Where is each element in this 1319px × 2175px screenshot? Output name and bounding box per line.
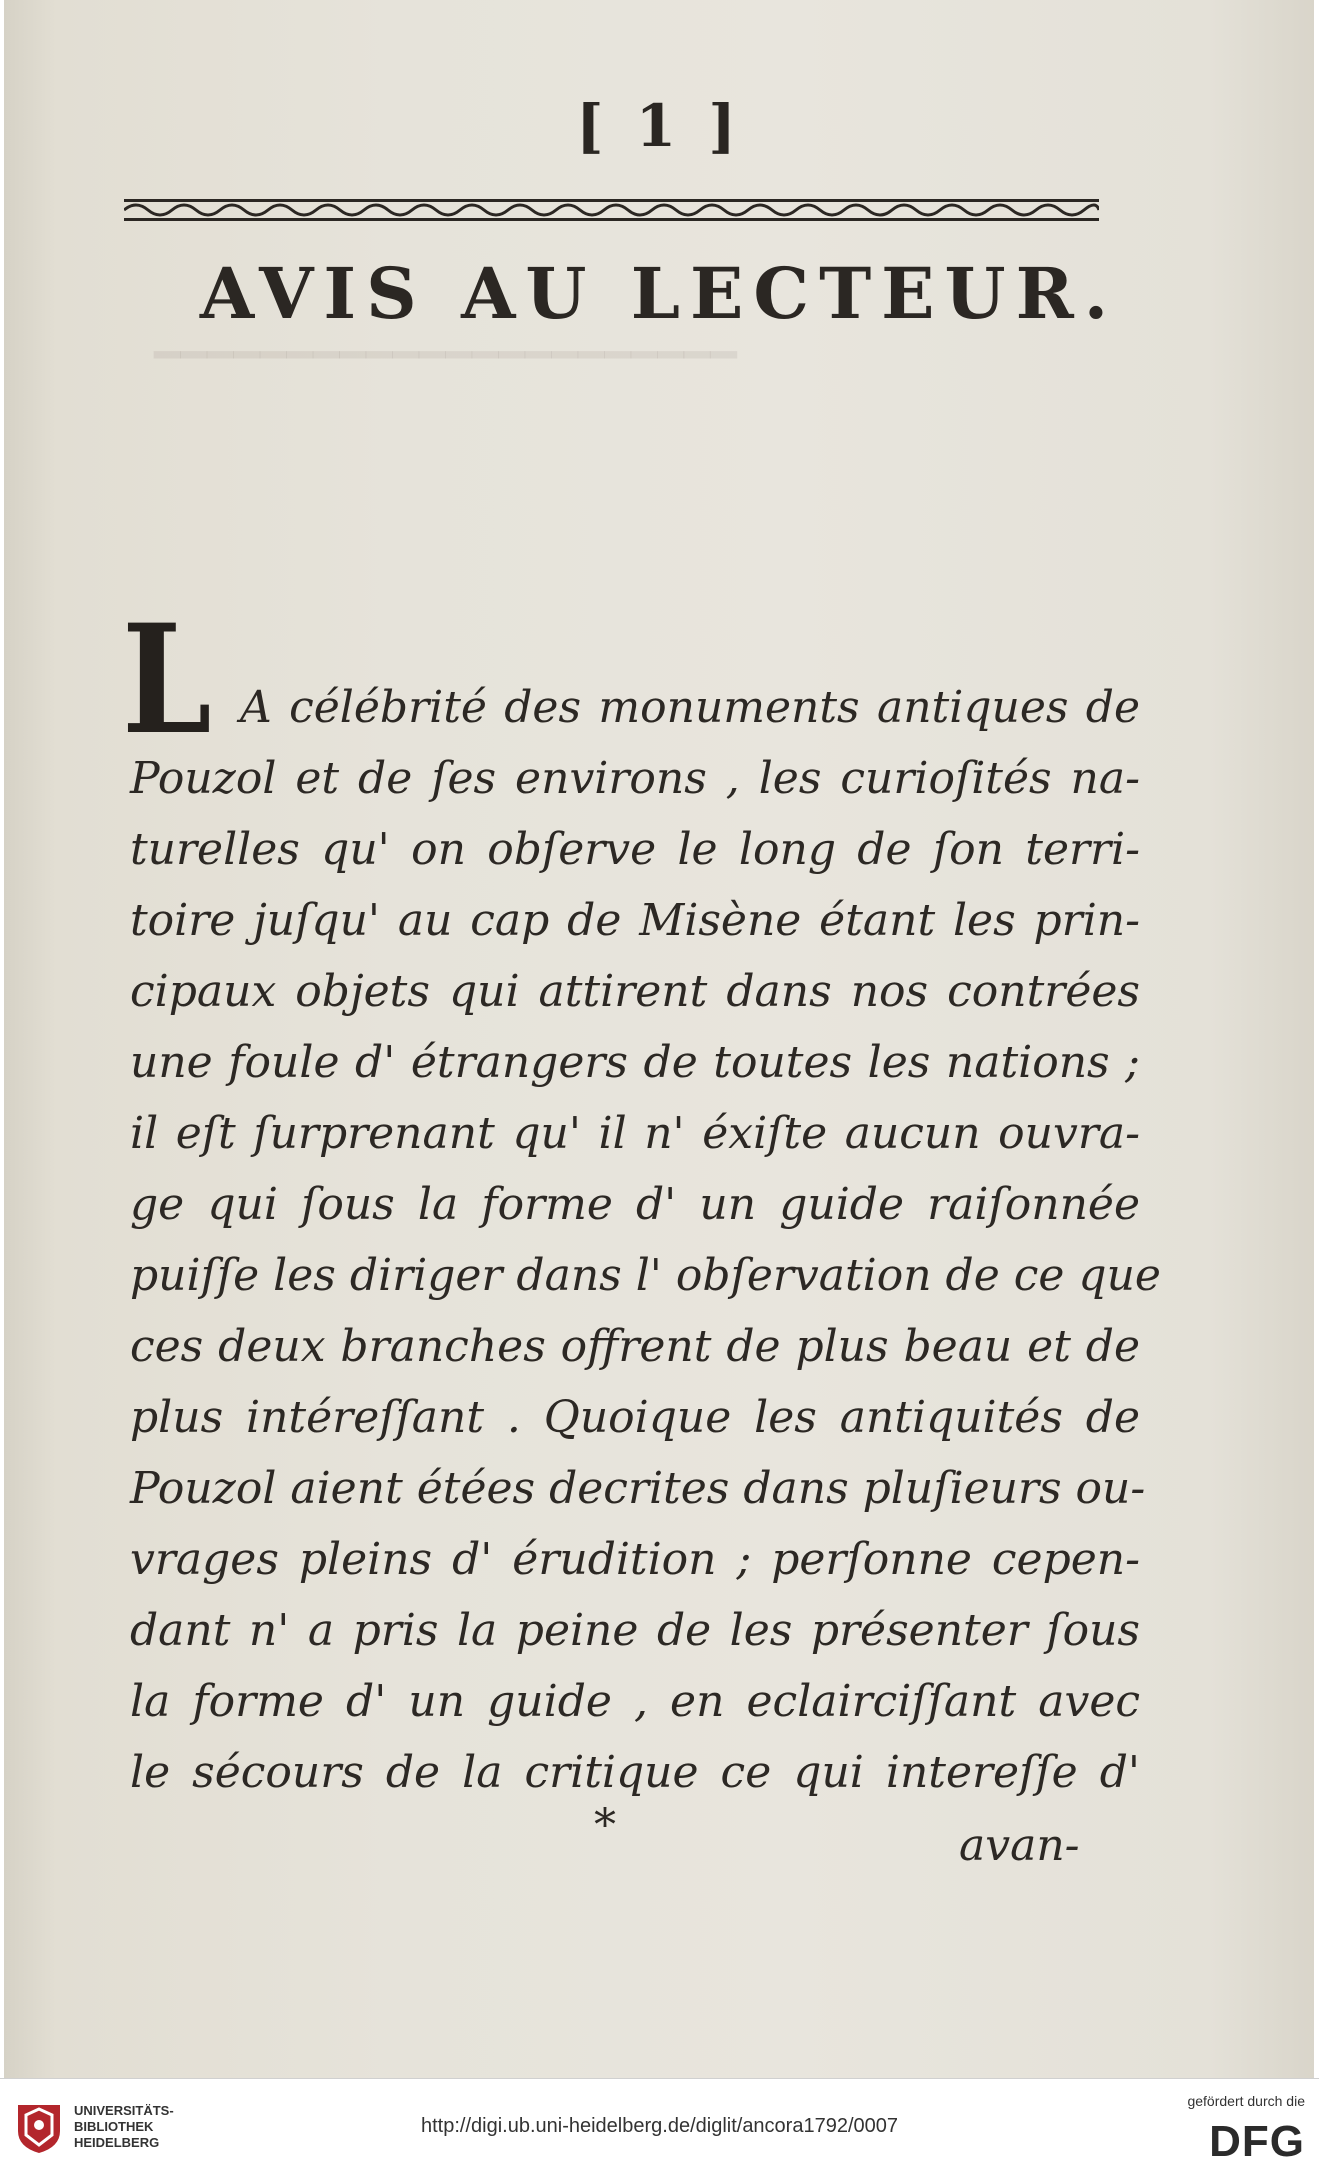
text-line: la forme d' un guide , en eclairciſſant avec	[130, 1676, 1140, 1727]
text-line: puiſſe les diriger dans l' obſervation de ce que	[130, 1250, 1161, 1301]
permalink-url[interactable]: http://digi.ub.uni-heidelberg.de/diglit/ancora1792/0007	[420, 2115, 899, 2137]
text-line: ces deux branches offrent de plus beau et de	[130, 1321, 1140, 1372]
text-line: A célébrité des monuments antiques de	[240, 682, 1140, 733]
text-line: ge qui ſous la forme d' un guide raiſonnée	[130, 1179, 1140, 1230]
footer-bar	[0, 2078, 1319, 2175]
signature-mark: *	[594, 1800, 616, 1851]
funding-note: gefördert durch die	[1187, 2093, 1305, 2109]
text-line: vrages pleins d' érudition ; perſonne cepen-	[130, 1534, 1140, 1585]
dfg-logo: DFG	[1209, 2117, 1305, 2166]
text-line: dant n' a pris la peine de les présenter ſous	[130, 1605, 1140, 1656]
text-line: Pouzol et de ſes environs , les curioſités na-	[130, 753, 1140, 804]
text-line: toire juſqu' au cap de Misène étant les prin-	[130, 895, 1140, 946]
page-number: [ 1 ]	[576, 92, 742, 160]
text-line: turelles qu' on obſerve le long de ſon terri-	[130, 824, 1140, 875]
ornamental-rule	[124, 196, 1099, 224]
show-through-text: ━━━━━━━━━━━━━━━━━━━━━━	[154, 330, 737, 381]
book-page	[4, 0, 1314, 2078]
institution-name: UNIVERSITÄTS- BIBLIOTHEK HEIDELBERG	[74, 2103, 174, 2150]
text-line: le sécours de la critique ce qui intereſſe d'	[130, 1747, 1140, 1798]
section-heading: AVIS AU LECTEUR.	[199, 252, 1119, 335]
catchword: avan-	[959, 1820, 1080, 1871]
text-line: une foule d' étrangers de toutes les nations ;	[130, 1037, 1140, 1088]
text-line: Pouzol aient étées decrites dans pluſieurs ou-	[130, 1463, 1146, 1514]
drop-cap: L	[122, 592, 212, 768]
text-line: il eſt ſurprenant qu' il n' éxiſte aucun ouvra-	[130, 1108, 1140, 1159]
text-line: plus intéreſſant . Quoique les antiquités de	[130, 1392, 1140, 1443]
text-line: cipaux objets qui attirent dans nos contrées	[130, 966, 1140, 1017]
